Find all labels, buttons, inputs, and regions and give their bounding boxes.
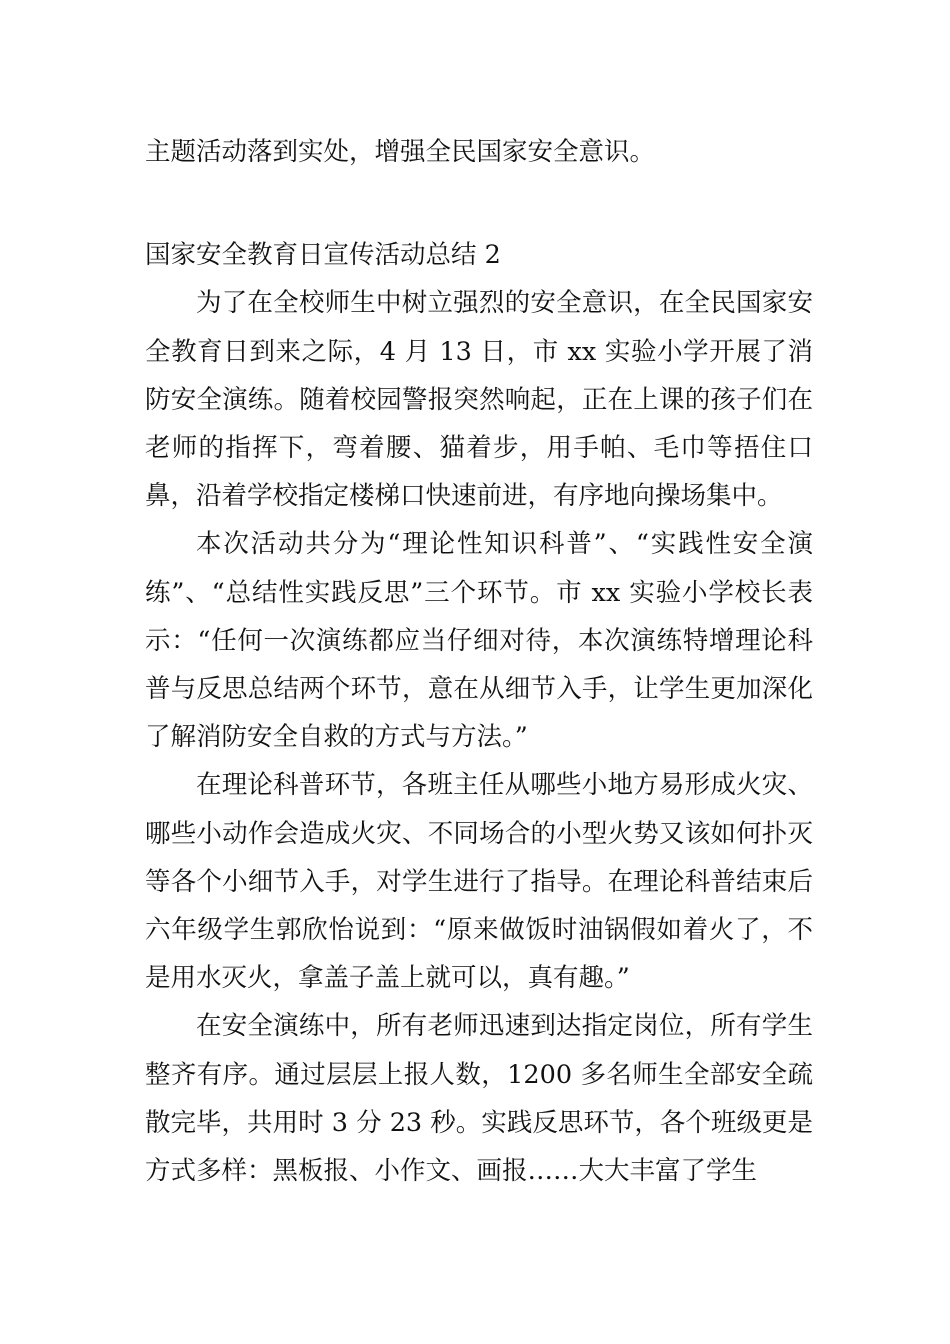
document-body bbox=[145, 128, 813, 1195]
paragraph-1: 为了在全校师生中树立强烈的安全意识，在全民国家安全教育日到来之际，4 月 13 日，市 xx 实验小学开展了消防安全演练。随着校园警报突然响起，正在上课的孩子们在老师的指挥下，弯着腰、猫着步，用手帕、毛巾等捂住口鼻，沿着学校指定楼梯口快速前进，有序地向操场集中。 bbox=[145, 288, 813, 512]
carryover-paragraph: 主题活动落到实处，增强全民国家安全意识。 bbox=[145, 137, 656, 167]
section-title: 国家安全教育日宣传活动总结 2 bbox=[145, 240, 501, 271]
paragraph-2: 本次活动共分为“理论性知识科普”、“实践性安全演练”、“总结性实践反思”三个环节。市 xx 实验小学校长表示：“任何一次演练都应当仔细对待，本次演练特增理论科普与反思总结两个环节，意在从细节入手，让学生更加深化了解消防安全自救的方式与方法。” bbox=[145, 529, 813, 753]
paragraph-4: 在安全演练中，所有老师迅速到达指定岗位，所有学生整齐有序。通过层层上报人数，1200 多名师生全部安全疏散完毕，共用时 3 分 23 秒。实践反思环节，各个班级更是方式多样：黑板报、小作文、画报……大大丰富了学生 bbox=[145, 1011, 813, 1187]
paragraph-3: 在理论科普环节，各班主任从哪些小地方易形成火灾、哪些小动作会造成火灾、不同场合的小型火势又该如何扑灭等各个小细节入手，对学生进行了指导。在理论科普结束后六年级学生郭欣怡说到：“原来做饭时油锅假如着火了，不是用水灭火，拿盖子盖上就可以，真有趣。” bbox=[145, 770, 813, 994]
section-gap bbox=[145, 176, 813, 231]
